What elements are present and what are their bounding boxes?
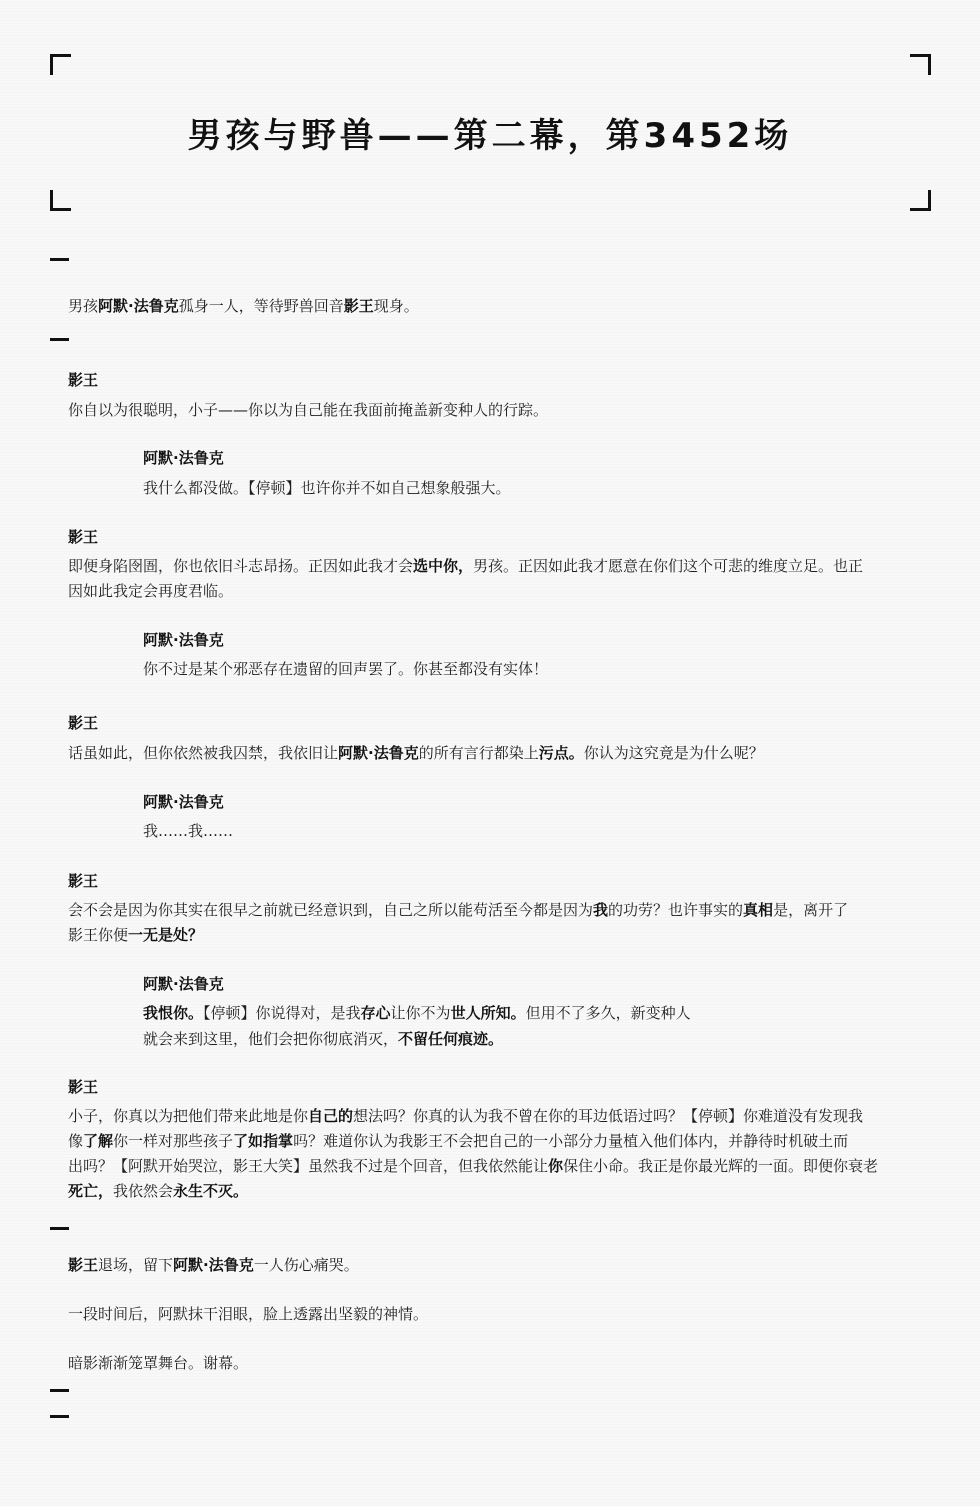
dialogue-line: 小子，你真以为把他们带来此地是你自己的想法吗？你真的认为我不曾在你的耳边低语过吗？【停顿】你难道没有发现我 xyxy=(68,1107,864,1125)
dialogue-line: 你自以为很聪明，小子——你以为自己能在我面前掩盖新变种人的行踪。 xyxy=(68,401,549,419)
dialogue-line: 影王你便一无是处？ xyxy=(68,926,204,944)
dialogue-line: 就会来到这里，他们会把你彻底消灭，不留任何痕迹。 xyxy=(143,1030,504,1048)
speaker-name: 影王 xyxy=(68,1078,99,1096)
speaker-name: 阿默·法鲁克 xyxy=(143,793,224,811)
corner-bracket-top-left xyxy=(50,54,71,75)
speaker-name: 阿默·法鲁克 xyxy=(143,631,224,649)
dialogue-line: 死亡，我依然会永生不灭。 xyxy=(68,1182,249,1200)
intro-line: 男孩阿默·法鲁克孤身一人，等待野兽回音影王现身。 xyxy=(68,297,419,315)
dialogue-line: 会不会是因为你其实在很早之前就已经意识到，自己之所以能苟活至今都是因为我的功劳？也许事实的真相是，离开了 xyxy=(68,901,849,919)
section-dash xyxy=(50,1389,69,1392)
dialogue-line: 我什么都没做。【停顿】也许你并不如自己想象般强大。 xyxy=(143,479,511,497)
dialogue-line: 即便身陷囹圄，你也依旧斗志昂扬。正因如此我才会选中你，男孩。正因如此我才愿意在你们这个可悲的维度立足。也正 xyxy=(68,557,864,575)
dialogue-line: 你不过是某个邪恶存在遗留的回声罢了。你甚至都没有实体！ xyxy=(143,660,549,678)
section-dash xyxy=(50,258,69,261)
dialogue-line: 话虽如此，但你依然被我囚禁，我依旧让阿默·法鲁克的所有言行都染上污点。你认为这究竟是为什么呢？ xyxy=(68,744,764,762)
speaker-name: 阿默·法鲁克 xyxy=(143,975,224,993)
corner-bracket-top-right xyxy=(910,54,931,75)
speaker-name: 阿默·法鲁克 xyxy=(143,449,224,467)
outro-line: 暗影渐渐笼罩舞台。谢幕。 xyxy=(68,1354,249,1372)
section-dash xyxy=(50,338,69,341)
dialogue-line: 我恨你。【停顿】你说得对，是我存心让你不为世人所知。但用不了多久，新变种人 xyxy=(143,1004,691,1022)
speaker-name: 影王 xyxy=(68,714,99,732)
dialogue-line: 我……我…… xyxy=(143,822,234,840)
corner-bracket-bottom-left xyxy=(50,190,71,211)
dialogue-line: 像了解你一样对那些孩子了如指掌吗？难道你认为我影王不会把自己的一小部分力量植入他们体内，并静待时机破土而 xyxy=(68,1132,849,1150)
outro-line: 一段时间后，阿默抹干泪眼，脸上透露出坚毅的神情。 xyxy=(68,1305,429,1323)
speaker-name: 影王 xyxy=(68,371,99,389)
corner-bracket-bottom-right xyxy=(910,190,931,211)
speaker-name: 影王 xyxy=(68,528,99,546)
dialogue-line: 出吗？【阿默开始哭泣，影王大笑】虽然我不过是个回音，但我依然能让你保住小命。我正是你最光辉的一面。即便你衰老 xyxy=(68,1157,879,1175)
page-title: 男孩与野兽——第二幕，第3452场 xyxy=(187,116,793,156)
outro-line: 影王退场，留下阿默·法鲁克一人伤心痛哭。 xyxy=(68,1256,359,1274)
section-dash xyxy=(50,1415,69,1418)
section-dash xyxy=(50,1227,69,1230)
dialogue-line: 因如此我定会再度君临。 xyxy=(68,582,234,600)
speaker-name: 影王 xyxy=(68,872,99,890)
